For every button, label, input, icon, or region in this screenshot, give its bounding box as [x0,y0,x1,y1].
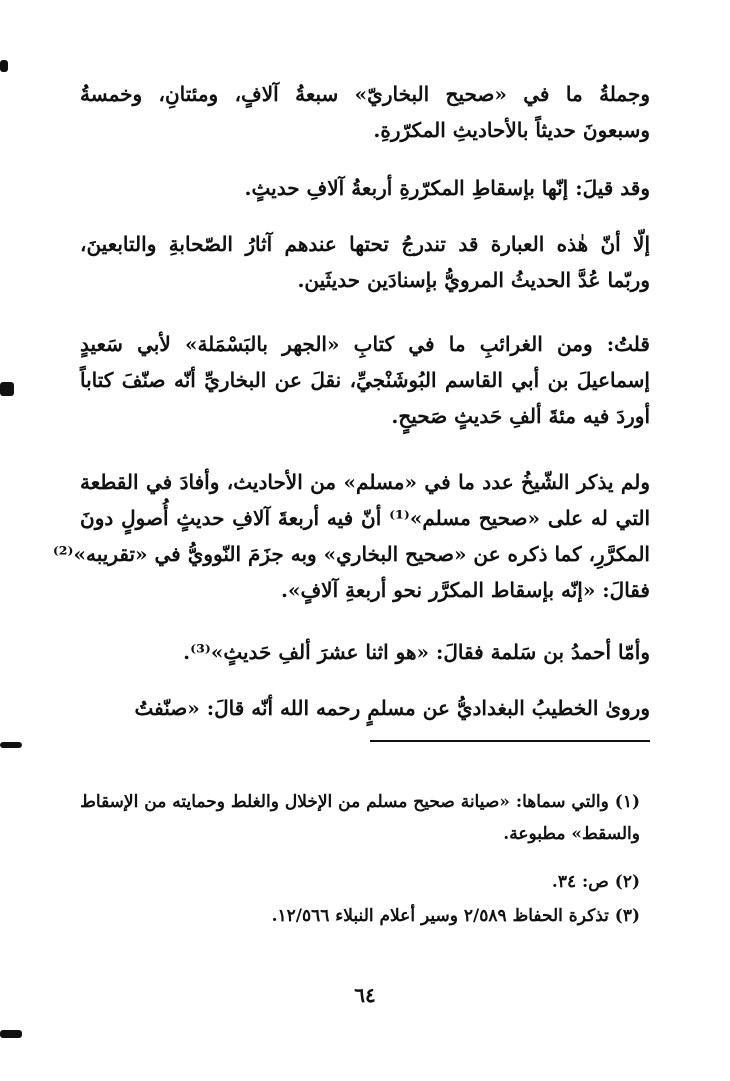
page-number: ٦٤ [354,983,376,1007]
paragraph-1 [80,76,650,148]
text-line: وسبعونَ حديثاً بالأحاديثِ المكرّرةِ. [373,118,650,142]
paragraph-3 [80,226,650,298]
footnote-line: (٢) ص: ٣٤. [551,872,640,892]
text-line: المكرَّرِ، كما ذكره عن «صحيح البخاري» وبه جزَمَ النّوويُّ في «تقريبه»⁽²⁾ [52,542,650,566]
footnote-line: (١) والتي سماها: «صيانة صحيح مسلم من الإخلال والغلط وحمايته من الإسقاط [80,792,640,812]
paragraph-6 [80,634,650,670]
paragraph-7 [80,690,650,726]
margin-mark-top [0,60,8,72]
text-line: أوردَ فيه مئةَ ألفِ حَديثٍ صَحيحٍ. [391,404,650,428]
text-line: فقالَ: «إنّه بإسقاط المكرَّر نحو أربعةِ آلافٍ». [280,578,650,602]
margin-mark-middle [0,382,14,396]
text-line: وربّما عُدَّ الحديثُ المرويُّ بإسنادَين حديثَين. [297,268,650,292]
paragraph-4 [80,326,650,434]
margin-mark-lower [0,742,22,748]
text-line: وأمّا أحمدُ بن سَلمة فقالَ: «هو اثنا عشرَ ألفِ حَديثٍ»⁽³⁾. [183,640,650,664]
margin-mark-bottom [0,1030,22,1038]
text-line: وجملةُ ما في «صحيح البخاريّ» سبعةُ آلافٍ، ومئتانِ، وخمسةُ [80,82,650,106]
footnote-line: والسقط» مطبوعة. [503,824,640,844]
footnote-separator [370,740,650,742]
paragraph-2 [80,170,650,206]
footnote-1 [80,786,640,850]
text-line: ولم يذكر الشّيخُ عدد ما في «مسلم» من الأحاديث، وأفادَ في القطعة [80,470,650,494]
text-line: التي له على «صحيح مسلم»⁽¹⁾ أنّ فيه أربعةَ آلافِ حديثٍ أُصولٍ دونَ [80,506,651,530]
footnote-3 [90,900,640,932]
footnote-2 [90,866,640,898]
text-line: وروىٰ الخطيبُ البغداديُّ عن مسلمٍ رحمه الله أنّه قالَ: «صنّفتُ [134,696,650,720]
footnote-line: (٣) تذكرة الحفاظ ٢/٥٨٩ وسير أعلام النبلاء ١٢/٥٦٦. [271,906,640,926]
text-line: قلتُ: ومن الغرائبِ ما في كتابِ «الجهر بالبَسْمَلة» لأبي سَعيدٍ [80,332,650,356]
text-line: وقد قيلَ: إنّها بإسقاطِ المكرّرةِ أربعةُ آلافِ حديثٍ. [244,176,650,200]
text-line: إسماعيلَ بن أبي القاسم البُوشَنْجيِّ، نقلَ عن البخاريِّ أنّه صنّفَ كتاباً [80,368,650,392]
text-line: إلّا أنّ هٰذه العبارة قد تندرجُ تحتها عندهم آثارُ الصّحابةِ والتابعينَ، [80,232,650,256]
paragraph-5 [52,464,651,608]
